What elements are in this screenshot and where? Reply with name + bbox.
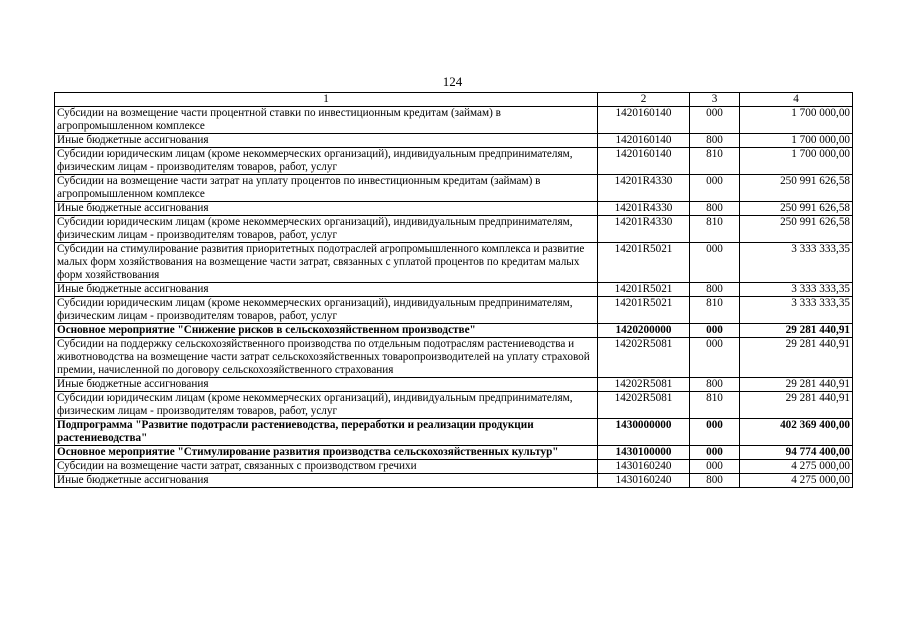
row-amount: 1 700 000,00 (740, 148, 853, 175)
row-type: 000 (690, 460, 740, 474)
row-name: Иные бюджетные ассигнования (55, 474, 598, 488)
row-amount: 3 333 333,35 (740, 283, 853, 297)
row-amount: 3 333 333,35 (740, 243, 853, 283)
table-row (55, 297, 853, 324)
row-type: 000 (690, 243, 740, 283)
row-code: 1420160140 (598, 107, 690, 134)
row-amount: 29 281 440,91 (740, 338, 853, 378)
row-type: 000 (690, 419, 740, 446)
row-type: 000 (690, 446, 740, 460)
table-header-row (55, 93, 853, 107)
row-code: 1430160240 (598, 474, 690, 488)
row-type: 800 (690, 283, 740, 297)
table-row (55, 134, 853, 148)
row-type: 000 (690, 338, 740, 378)
row-type: 810 (690, 392, 740, 419)
row-code: 1430000000 (598, 419, 690, 446)
row-name: Иные бюджетные ассигнования (55, 378, 598, 392)
row-type: 000 (690, 175, 740, 202)
table-row (55, 419, 853, 446)
row-code: 1430100000 (598, 446, 690, 460)
row-name: Подпрограмма "Развитие подотрасли растениеводства, переработки и реализации продукции растениеводства" (55, 419, 598, 446)
row-code: 14201R5021 (598, 243, 690, 283)
row-type: 800 (690, 474, 740, 488)
row-amount: 1 700 000,00 (740, 134, 853, 148)
row-name: Иные бюджетные ассигнования (55, 134, 598, 148)
table-row (55, 460, 853, 474)
row-code: 1420160140 (598, 148, 690, 175)
budget-table (54, 92, 853, 488)
header-col-1: 1 (55, 93, 598, 107)
header-col-2: 2 (598, 93, 690, 107)
header-col-3: 3 (690, 93, 740, 107)
row-type: 000 (690, 324, 740, 338)
row-code: 14201R4330 (598, 216, 690, 243)
row-amount: 29 281 440,91 (740, 378, 853, 392)
table-row (55, 175, 853, 202)
row-amount: 94 774 400,00 (740, 446, 853, 460)
row-type: 800 (690, 134, 740, 148)
table-row (55, 338, 853, 378)
table-row (55, 107, 853, 134)
row-code: 14202R5081 (598, 378, 690, 392)
row-type: 810 (690, 148, 740, 175)
row-name: Субсидии юридическим лицам (кроме некоммерческих организаций), индивидуальным предпринимателям, физическим лицам - производителям товаров, работ, услуг (55, 148, 598, 175)
row-name: Субсидии юридическим лицам (кроме некоммерческих организаций), индивидуальным предпринимателям, физическим лицам - производителям товаров, работ, услуг (55, 392, 598, 419)
row-code: 14201R5021 (598, 283, 690, 297)
row-amount: 3 333 333,35 (740, 297, 853, 324)
row-amount: 4 275 000,00 (740, 460, 853, 474)
row-type: 000 (690, 107, 740, 134)
row-amount: 250 991 626,58 (740, 175, 853, 202)
table-row (55, 243, 853, 283)
row-name: Основное мероприятие "Стимулирование развития производства сельскохозяйственных культур" (55, 446, 598, 460)
row-amount: 1 700 000,00 (740, 107, 853, 134)
row-code: 14201R5021 (598, 297, 690, 324)
row-type: 810 (690, 297, 740, 324)
row-type: 810 (690, 216, 740, 243)
row-code: 14201R4330 (598, 175, 690, 202)
row-name: Субсидии на возмещение части процентной ставки по инвестиционным кредитам (займам) в агропромышленном комплексе (55, 107, 598, 134)
row-code: 14202R5081 (598, 338, 690, 378)
row-amount: 4 275 000,00 (740, 474, 853, 488)
row-amount: 29 281 440,91 (740, 392, 853, 419)
row-type: 800 (690, 202, 740, 216)
row-name: Субсидии юридическим лицам (кроме некоммерческих организаций), индивидуальным предпринимателям, физическим лицам - производителям товаров, работ, услуг (55, 297, 598, 324)
page-number: 124 (442, 74, 463, 89)
row-code: 1420200000 (598, 324, 690, 338)
row-name: Субсидии на возмещение части затрат, связанных с производством гречихи (55, 460, 598, 474)
row-amount: 250 991 626,58 (740, 216, 853, 243)
row-code: 1420160140 (598, 134, 690, 148)
row-name: Субсидии юридическим лицам (кроме некоммерческих организаций), индивидуальным предпринимателям, физическим лицам - производителям товаров, работ, услуг (55, 216, 598, 243)
row-type: 800 (690, 378, 740, 392)
table-row (55, 216, 853, 243)
table-row (55, 474, 853, 488)
row-code: 14202R5081 (598, 392, 690, 419)
row-name: Субсидии на поддержку сельскохозяйственного производства по отдельным подотраслям растениеводства и животноводства на возмещение части затрат сельскохозяйственных товаропроизводителей на уплату страховой премии, начисленной по договору сельскохозяйственного страхования (55, 338, 598, 378)
table-row (55, 148, 853, 175)
row-amount: 29 281 440,91 (740, 324, 853, 338)
header-col-4: 4 (740, 93, 853, 107)
row-name: Иные бюджетные ассигнования (55, 283, 598, 297)
row-amount: 250 991 626,58 (740, 202, 853, 216)
row-name: Иные бюджетные ассигнования (55, 202, 598, 216)
row-name: Основное мероприятие "Снижение рисков в сельскохозяйственном производстве" (55, 324, 598, 338)
table-row (55, 446, 853, 460)
row-name: Субсидии на стимулирование развития приоритетных подотраслей агропромышленного комплекса и развитие малых форм хозяйствования на возмещение части затрат, связанных с уплатой процентов по кредитам малых форм хозяйствования (55, 243, 598, 283)
table-row (55, 283, 853, 297)
table-row (55, 202, 853, 216)
table-row (55, 378, 853, 392)
table-row (55, 324, 853, 338)
row-name: Субсидии на возмещение части затрат на уплату процентов по инвестиционным кредитам (займам) в агропромышленном комплексе (55, 175, 598, 202)
row-amount: 402 369 400,00 (740, 419, 853, 446)
row-code: 14201R4330 (598, 202, 690, 216)
table-row (55, 392, 853, 419)
row-code: 1430160240 (598, 460, 690, 474)
